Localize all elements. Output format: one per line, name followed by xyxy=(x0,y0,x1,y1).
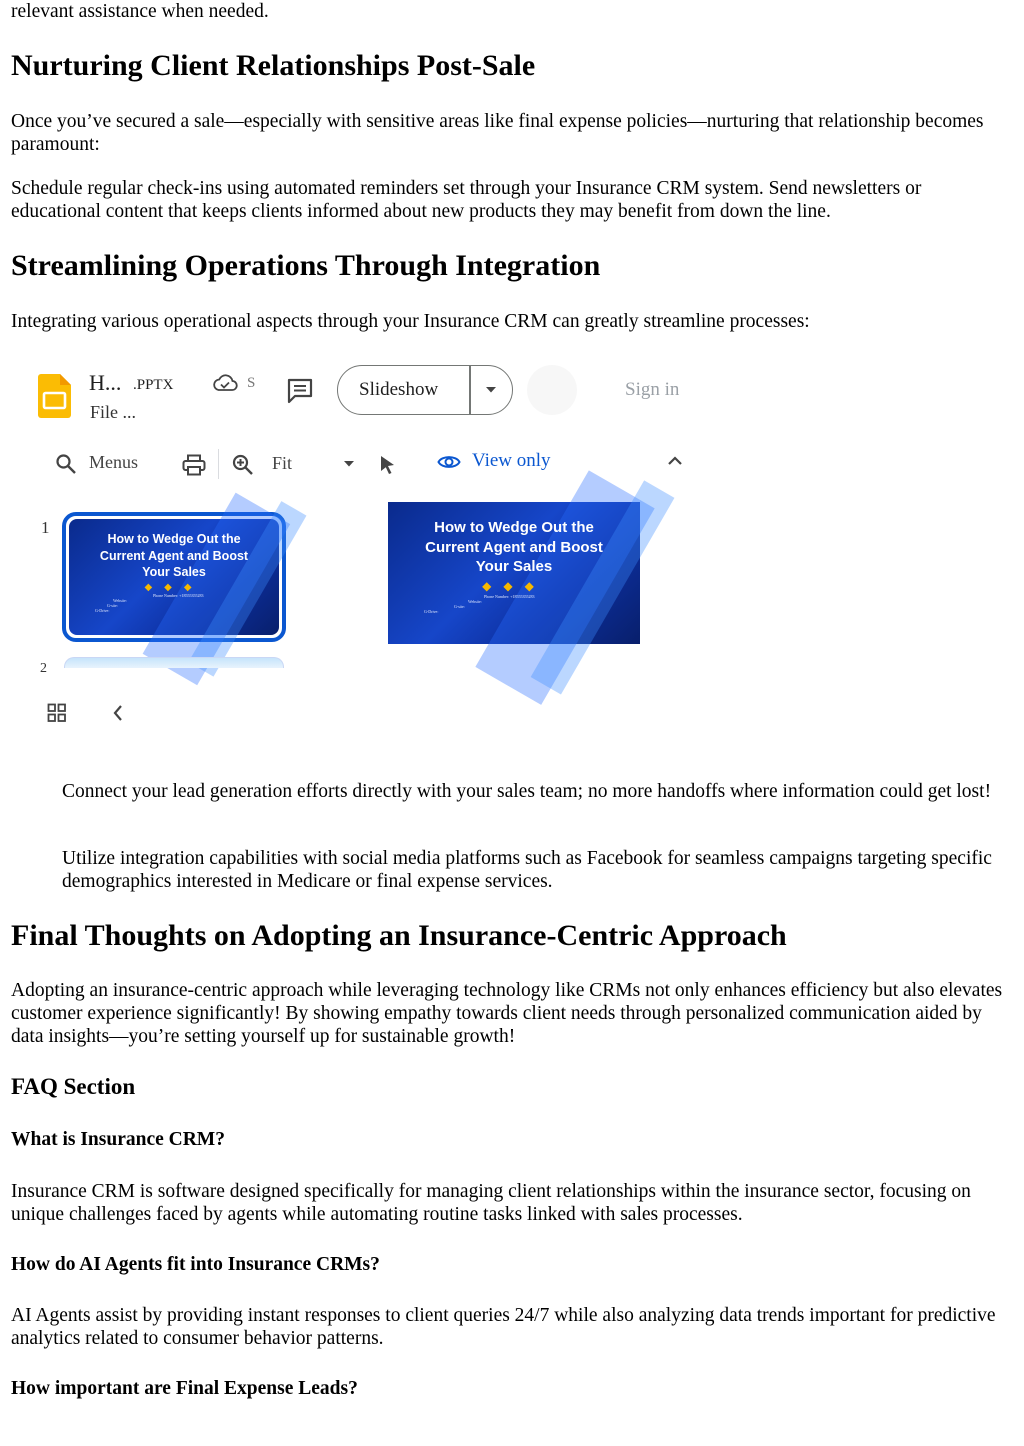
faq-answer-2: AI Agents assist by providing instant responses to client queries 24/7 while also analyzing data trends important for predictive analytics related to consumer behavior patterns. xyxy=(11,1305,996,1349)
toolbar-divider xyxy=(218,449,219,479)
account-placeholder xyxy=(527,365,577,415)
slide-thumbnail-1[interactable] xyxy=(62,512,286,642)
main-slide-title: How to Wedge Out the Current Agent and Boost Your Sales xyxy=(425,519,603,575)
zoom-in-icon[interactable] xyxy=(232,454,254,476)
intro-tail-text: relevant assistance when needed. xyxy=(11,1,269,22)
faq-question-3: How important are Final Expense Leads? xyxy=(11,1378,358,1399)
chevron-up-icon[interactable] xyxy=(667,456,683,466)
eye-icon xyxy=(437,453,461,471)
heading-final-thoughts: Final Thoughts on Adopting an Insurance-Centric Approach xyxy=(11,919,787,952)
main-slide-contact-lines: Phone Number: +18555355283 Website: G-site: G-Drive: xyxy=(424,593,535,614)
slide-number-2: 2 xyxy=(40,661,47,676)
print-icon[interactable] xyxy=(182,454,206,476)
faq-question-2: How do AI Agents fit into Insurance CRMs? xyxy=(11,1254,380,1275)
zoom-dropdown-caret-icon[interactable] xyxy=(343,460,355,468)
final-thoughts-paragraph: Adopting an insurance-centric approach while leveraging technology like CRMs not only enhances efficiency but also elevates customer experience significantly! By showing empathy towards client needs through personalized communication aided by data insights—you’re setting yourself up for sustainable growth! xyxy=(11,980,1003,1047)
menus-search-button[interactable]: Menus xyxy=(89,452,138,472)
nurturing-paragraph-2: Schedule regular check-ins using automated reminders set through your Insurance CRM system. Send newsletters or educational content that keeps clients informed about new products they may benefit from down the line. xyxy=(11,178,922,222)
slides-logo-icon xyxy=(38,374,71,418)
grid-view-icon[interactable] xyxy=(47,703,67,723)
comment-icon[interactable] xyxy=(285,376,315,406)
slideshow-options-button[interactable] xyxy=(471,386,513,394)
search-icon[interactable] xyxy=(55,453,77,475)
slide-number: 1 xyxy=(41,518,50,537)
main-slide-preview xyxy=(388,502,640,644)
heading-faq: FAQ Section xyxy=(11,1074,136,1099)
view-only-mode-button[interactable]: View only xyxy=(472,450,551,471)
slide-thumbnail-2[interactable] xyxy=(64,657,284,668)
cloud-check-icon[interactable] xyxy=(212,374,238,392)
streamlining-paragraph-1: Integrating various operational aspects through your Insurance CRM can greatly streamline processes: xyxy=(11,311,810,332)
dropdown-caret-icon xyxy=(485,386,497,394)
faq-answer-1: Insurance CRM is software designed specifically for managing client relationships within the insurance sector, focusing on unique challenges faced by agents while automating routine tasks linked with sales processes. xyxy=(11,1181,971,1225)
streamlining-bullet-2: Utilize integration capabilities with social media platforms such as Facebook for seamless campaigns targeting specific demographics interested in Medicare or final expense services. xyxy=(62,848,992,892)
heading-nurturing: Nurturing Client Relationships Post-Sale xyxy=(11,49,536,82)
document-extension-badge: .PPTX xyxy=(133,377,174,393)
chevron-left-icon[interactable] xyxy=(111,703,125,723)
nurturing-paragraph-1: Once you’ve secured a sale—especially with sensitive areas like final expense policies—nurturing that relationship becomes paramount: xyxy=(11,111,984,155)
faq-question-1: What is Insurance CRM? xyxy=(11,1129,225,1150)
pointer-cursor-icon[interactable] xyxy=(379,454,397,476)
streamlining-bullet-1: Connect your lead generation efforts directly with your sales team; no more handoffs where information could get lost! xyxy=(62,781,992,802)
document-title[interactable]: H... xyxy=(89,370,122,395)
slide-diamonds: ◆◆◆ xyxy=(144,581,204,593)
slideshow-button[interactable] xyxy=(337,365,513,415)
sign-in-button[interactable]: Sign in xyxy=(625,379,680,400)
zoom-level-select[interactable]: Fit xyxy=(272,453,293,473)
heading-streamlining: Streamlining Operations Through Integration xyxy=(11,249,601,282)
slideshow-label[interactable]: Slideshow xyxy=(359,379,439,400)
slide-contact-lines: Phone Number: +18555355283 Website: G-site: G-Drive: xyxy=(95,592,204,613)
slide-title: How to Wedge Out the Current Agent and Boost Your Sales xyxy=(99,532,249,579)
slide-thumbnail-content xyxy=(69,519,279,635)
save-status-text: S xyxy=(247,375,256,391)
main-slide-diamonds: ◆◆◆ xyxy=(482,578,546,593)
file-menu[interactable]: File ... xyxy=(90,402,137,422)
